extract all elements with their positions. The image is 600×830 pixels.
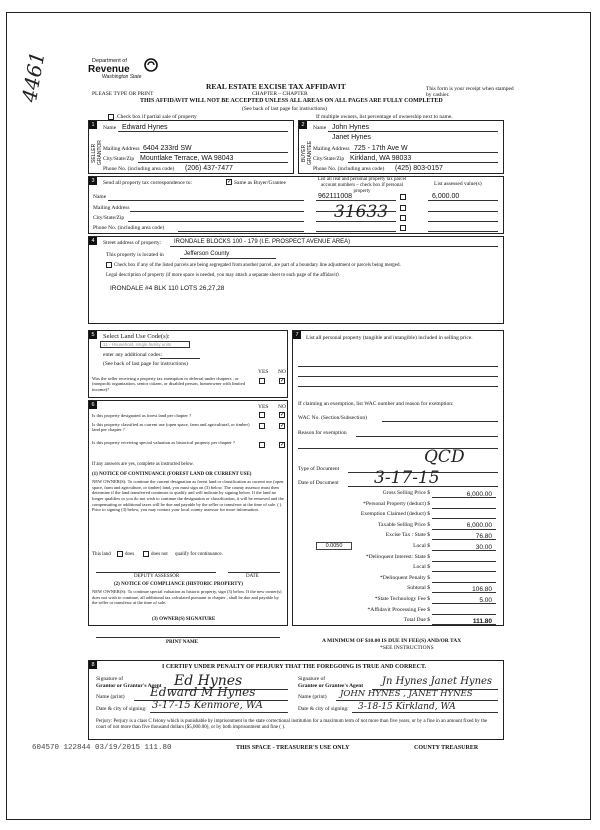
buyer-mailing-label: Mailing Address (313, 146, 350, 152)
seller-phone-label: Phone No. (including area code) (103, 166, 175, 172)
seller-side-label: SELLER GRANTOR (91, 140, 103, 166)
segregated-checkbox[interactable] (106, 262, 112, 268)
personal-property-checkbox[interactable] (400, 225, 406, 231)
tax-row-label: Total Due $ (403, 617, 430, 624)
seller-name-field[interactable]: Edward Hynes (122, 124, 168, 131)
local-rate-value: 0.0050 (325, 543, 343, 549)
does-not-checkbox[interactable] (143, 551, 149, 557)
property-section (88, 236, 504, 324)
treasurer-use-only: THIS SPACE - TREASURER'S USE ONLY (236, 745, 350, 751)
buyer-name2-field[interactable]: Janet Hynes (332, 134, 371, 141)
this-land-label: This land (92, 552, 111, 557)
claiming-exemption-label: If claiming an exemption, list WAC number and reason for exemption: (298, 401, 454, 407)
current-use-no-checkbox[interactable]: ✓ (280, 423, 286, 429)
historic-question: Is this property receiving special valuation as historical property per chapter ? (92, 440, 235, 445)
section-number: 2 (299, 121, 307, 129)
grantee-signature-field[interactable]: Jn Hynes Janet Hynes (382, 676, 493, 687)
corr-city-label: City/State/Zip (93, 215, 125, 221)
county-field[interactable]: Jefferson County (184, 251, 230, 257)
tax-row-value[interactable]: 5.00 (479, 596, 492, 604)
tax-row-label: *Delinquent Penalty $ (379, 574, 430, 581)
section-number: 5 (89, 331, 97, 339)
see-instructions-note: *SEE INSTRUCTIONS (380, 645, 434, 651)
send-correspondence-label: Send all property tax correspondence to: (103, 180, 193, 186)
forest-no-checkbox[interactable]: ✓ (280, 412, 286, 418)
buyer-city-label: City/State/Zip (313, 156, 345, 162)
legal-description-label: Legal description of property (if more space is needed, you may attach a separate sheet to each page of the affidavit) (106, 273, 339, 278)
grantee-agent-label: Grantee or Grantee's Agent (298, 683, 364, 689)
land-use-value: 11 - Household, single family units (103, 342, 172, 347)
land-use-select[interactable] (100, 341, 190, 348)
agency-line1: Department of (92, 58, 127, 64)
deputy-assessor-label: DEPUTY ASSESSOR (134, 574, 180, 579)
section-number: 4 (89, 237, 97, 245)
current-use-question: Is this property classified as current use (open space, farm and agricultural, or timber) land per chapter ? (92, 422, 250, 433)
treasurer-stamp: 604570 122844 03/19/2015 111.80 (32, 744, 172, 752)
corr-mailing-label: Mailing Address (93, 205, 130, 211)
section-number: 8 (89, 661, 97, 669)
qualify-label: qualify for continuance. (175, 552, 223, 557)
assessed-header: List assessed value(s) (434, 181, 482, 187)
tax-row-value[interactable]: 106.80 (472, 585, 492, 593)
tax-row-label: *State Technology Fee $ (374, 596, 430, 602)
grantor-name-label: Name (print) (96, 694, 125, 700)
seller-mailing-field[interactable]: 6404 233rd SW (143, 145, 192, 152)
buyer-mailing-field[interactable]: 725 - 17th Ave W (354, 145, 408, 152)
buyer-name-field[interactable]: John Hynes (332, 124, 369, 131)
tax-row-label: *Personal Property (deduct) $ (363, 500, 430, 507)
personal-property-checkbox[interactable] (400, 194, 406, 200)
forest-yes-checkbox[interactable] (259, 412, 265, 418)
county-treasurer-label: COUNTY TREASURER (414, 745, 479, 751)
tax-row-value[interactable]: 111.80 (472, 617, 492, 625)
owner-signature-label: (3) OWNER(S) SIGNATURE (152, 617, 216, 622)
land-use-see-back: (See back of last page for instructions) (103, 361, 188, 367)
continuance-body: NEW OWNER(S): To continue the current designation as forest land or classification as current use (open space, farm and agriculture, or timber) land, you must sign on (3) below. The county assessor must then determine if the land transferred continues to qualify and will indicate by signing below. If the land no longer qualifies or you do not wish to continue the designation or classification, it will be removed and the compensating or additional taxes will be due and payable by the seller or transferor at the time of sale. ( ). Prior to signing (3) below, you may contact your local county assessor for more information. (92, 479, 284, 513)
exemption-yes-checkbox[interactable] (259, 378, 265, 384)
tax-row-label: Local $ (413, 564, 430, 571)
minimum-due-note: A MINIMUM OF $10.00 IS DUE IN FEE(S) AND/OR TAX (322, 638, 462, 644)
buyer-city-field[interactable]: Kirkland, WA 98033 (350, 155, 412, 162)
seller-city-label: City/State/Zip (103, 156, 135, 162)
exemption-question: Was the seller receiving a property tax exemption or deferral under chapters , or (nonprofit organization, senior citizen, or disabled person, homeowner with limited income)? (92, 376, 246, 392)
section-number: 3 (89, 177, 97, 185)
tax-row-label: Local $ (413, 543, 430, 549)
print-note: PLEASE TYPE OR PRINT (92, 91, 154, 97)
agency-line2: Revenue (88, 64, 130, 75)
perjury-notice: Perjury: Perjury is a class C felony which is punishable by imprisonment in the state correctional institution for a maximum term of not more than five years, or by a fine in an amount fixed by the court of not more than five thousand dollars ($5,000.00), or by both imprisonment and fine ( ). (96, 719, 488, 730)
does-label: does (125, 552, 135, 557)
segregated-label: Check box if any of the listed parcels are being segregated from another parcel, are part of a boundary line adjustment or parcels being merged. (114, 263, 401, 268)
receipt-note: This form is your receipt when stamped by cashier. (426, 86, 514, 99)
grantee-date-label: Date & city of signing: (298, 706, 349, 712)
tax-row-label: Gross Selling Price $ (382, 490, 430, 496)
buyer-side-label: BUYER GRANTEE (301, 140, 313, 166)
reason-label: Reason for exemption (298, 430, 347, 436)
same-as-buyer-label: Same as Buyer/Grantee (234, 180, 286, 186)
certify-statement: I CERTIFY UNDER PENALTY OF PERJURY THAT THE FOREGOING IS TRUE AND CORRECT. (162, 664, 427, 670)
seller-mailing-label: Mailing Address (103, 146, 140, 152)
seller-name-label: Name (103, 125, 117, 131)
grantor-name-field[interactable]: Edward M Hynes (150, 685, 256, 699)
grantee-date-field[interactable]: 3-18-15 Kirkland, WA (358, 702, 456, 712)
yes-header: YES (258, 404, 269, 410)
land-use-label: Select Land Use Code(s): (103, 333, 170, 340)
legal-description-field[interactable]: IRONDALE #4 BLK 110 LOTS 26,27,28 (110, 285, 225, 292)
grantor-signature-label: Signature of (96, 676, 124, 682)
personal-property-label: List all personal property (tangible and intangible) included in selling price. (306, 335, 473, 341)
document-type-label: Type of Document (298, 466, 340, 472)
located-in-label: This property is located in (106, 252, 164, 258)
personal-property-checkbox[interactable] (400, 215, 406, 221)
buyer-phone-field[interactable]: (425) 803-0157 (395, 165, 443, 172)
margin-number: 4461 (17, 49, 50, 104)
handwritten-account-number: 31633 (334, 202, 389, 222)
tax-row-value[interactable]: 6,000.00 (466, 490, 492, 498)
agency-logo (88, 58, 168, 84)
compliance-title: (2) NOTICE OF COMPLIANCE (HISTORIC PROPERTY) (114, 582, 243, 587)
tax-row-value[interactable]: 6,000.00 (466, 522, 492, 530)
grantor-date-field[interactable]: 3-17-15 Kenmore, WA (152, 700, 263, 711)
assessed-value-field[interactable]: 6,000.00 (432, 193, 460, 200)
historic-no-checkbox[interactable]: ✓ (280, 442, 286, 448)
continuance-title: (1) NOTICE OF CONTINUANCE (FOREST LAND OR CURRENT USE) (92, 472, 252, 477)
local-rate-field[interactable] (316, 542, 352, 550)
personal-property-checkbox[interactable] (400, 205, 406, 211)
section-number: 7 (293, 331, 301, 339)
agency-seal-icon (144, 58, 158, 72)
corr-name-label: Name (93, 194, 107, 200)
section-number: 6 (89, 401, 97, 409)
grantor-date-label: Date & city of signing: (96, 706, 147, 712)
grantor-signature-field[interactable]: Ed Hynes (174, 673, 243, 689)
no-header: NO (278, 404, 286, 410)
form-warning: THIS AFFIDAVIT WILL NOT BE ACCEPTED UNLESS ALL AREAS ON ALL PAGES ARE FULLY COMPLETED (140, 98, 443, 104)
exemption-no-checkbox[interactable]: ✓ (280, 378, 286, 384)
tax-row-label: Exemption Claimed (deduct) $ (360, 511, 430, 518)
buyer-name-label: Name (313, 125, 327, 131)
grantee-name-label: Name (print) (298, 694, 327, 700)
tax-row-value[interactable]: 30.00 (475, 543, 492, 551)
forest-land-question: Is this property designated as forest land per chapter ? (92, 413, 192, 418)
same-as-buyer-checkbox[interactable]: ✓ (227, 179, 233, 185)
section-number: 1 (89, 121, 97, 129)
multiple-owners-note: If multiple owners, list percentage of ownership next to name. (316, 114, 453, 120)
compliance-body: NEW OWNER(S): To continue special valuation as historic property, sign (3) below. If the new owner(s) does not wish to continue, all additional tax calculated pursuant to chapter , shall be due and payable by the seller or transferor at the time of sale. (92, 589, 282, 606)
does-not-label: does not (151, 552, 168, 557)
form-title: REAL ESTATE EXCISE TAX AFFIDAVIT (206, 82, 346, 91)
seller-city-field[interactable]: Mountlake Terrace, WA 98043 (140, 155, 234, 162)
chapter-line: CHAPTER – CHAPTER (252, 91, 308, 97)
tax-row-value[interactable]: 76.80 (475, 532, 492, 540)
parcel-number-field[interactable]: 962111008 (318, 193, 352, 200)
wac-label: WAC No. (Section/Subsection) (298, 415, 367, 421)
corr-phone-label: Phone No. (including area code) (93, 225, 165, 231)
additional-codes-label: enter any additional codes: (103, 352, 163, 358)
tax-row-label: Taxable Selling Price $ (378, 521, 430, 528)
document-type-field[interactable]: QCD (424, 447, 465, 467)
seller-phone-field[interactable]: (206) 437-7477 (185, 165, 233, 172)
print-name-label: PRINT NAME (166, 640, 198, 645)
parcel-header: List all real and personal property tax parcel account numbers – check box if personal property (317, 177, 407, 194)
partial-sale-label: Check box if partial sale of property (117, 114, 197, 120)
current-use-yes-checkbox[interactable] (259, 423, 265, 429)
no-header: NO (278, 369, 286, 375)
street-address-label: Street address of property: (103, 240, 162, 246)
tax-row-label: Excise Tax : State $ (385, 532, 430, 539)
tax-row-label: *Delinquent Interest: State $ (365, 553, 430, 560)
grantee-name-field[interactable]: JOHN HYNES , JANET HYNES (340, 689, 473, 699)
historic-yes-checkbox[interactable] (259, 442, 265, 448)
yes-header: YES (258, 369, 269, 375)
tax-row-label: Subtotal $ (407, 585, 430, 592)
buyer-phone-label: Phone No. (including area code) (313, 166, 385, 172)
document-date-field[interactable]: 3-17-15 (374, 468, 440, 488)
grantee-signature-label: Signature of (298, 676, 326, 682)
grantor-agent-label: Grantor or Grantor's Agent (96, 683, 162, 689)
street-address-field[interactable]: IRONDALE BLOCKS 100 - 179 (I.E. PROSPECT AVENUE AREA) (174, 239, 351, 245)
tax-row-label: *Affidavit Processing Fee $ (367, 606, 430, 613)
agency-line3: Washington State (102, 74, 142, 80)
does-checkbox[interactable] (117, 551, 123, 557)
see-back-header: (See back of last page for instructions) (242, 106, 327, 112)
document-date-label: Date of Document (298, 480, 339, 486)
deputy-date-label: DATE (246, 574, 259, 579)
if-yes-note: If any answers are yes, complete as instructed below. (92, 462, 194, 467)
